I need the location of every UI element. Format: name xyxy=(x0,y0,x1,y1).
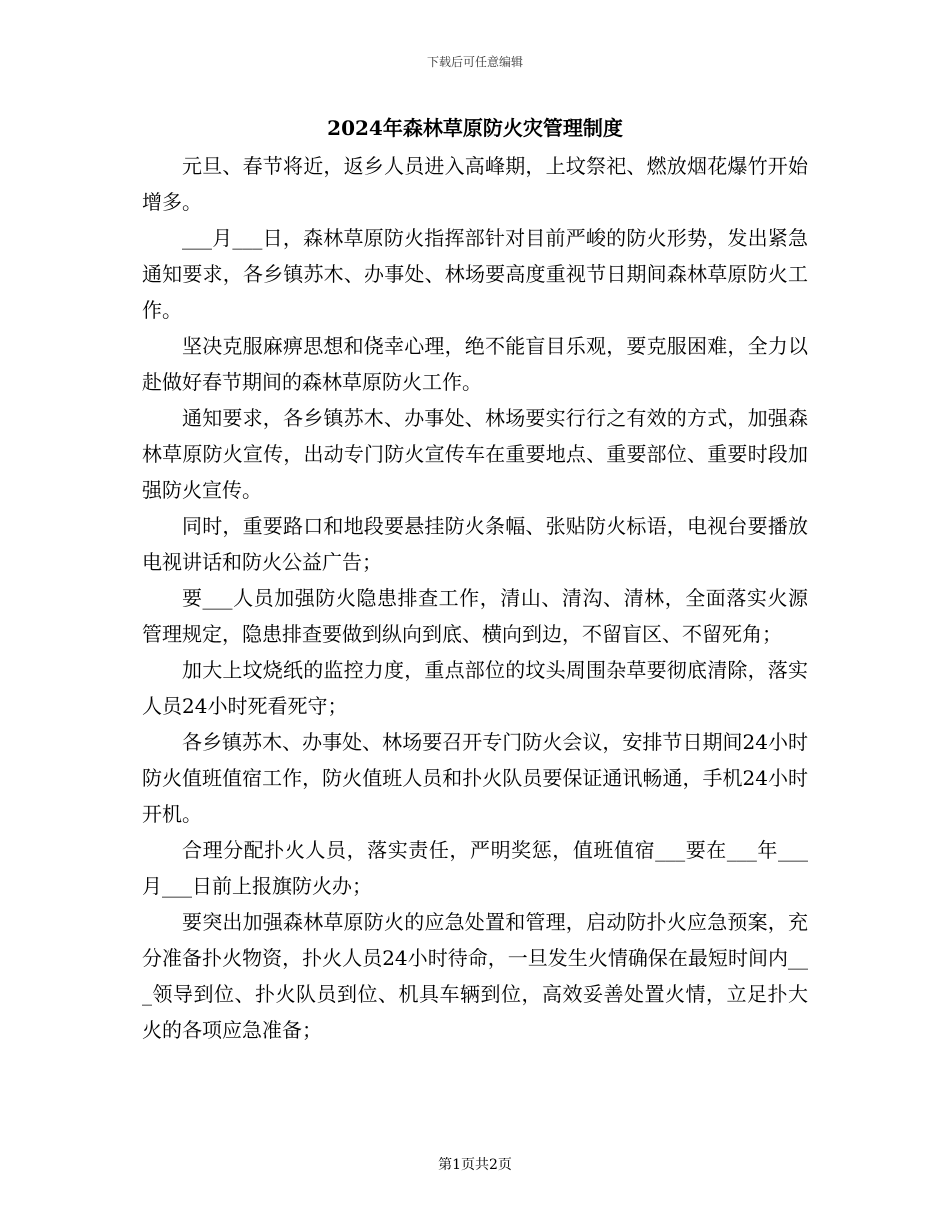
paragraph-9: 合理分配扑火人员，落实责任，严明奖惩，值班值宿___要在___年___月___日前上报旗防火办； xyxy=(142,838,808,898)
paragraph-6: 要___人员加强防火隐患排查工作，清山、清沟、清林，全面落实火源管理规定，隐患排查要做到纵向到底、横向到边，不留盲区、不留死角； xyxy=(142,586,808,646)
page-number: 第1页共2页 xyxy=(438,1157,512,1173)
paragraph-1: 元旦、春节将近，返乡人员进入高峰期，上坟祭祀、燃放烟花爆竹开始增多。 xyxy=(142,154,808,214)
paragraph-3: 坚决克服麻痹思想和侥幸心理，绝不能盲目乐观，要克服困难，全力以赴做好春节期间的森林草原防火工作。 xyxy=(142,334,808,394)
page-header: 下载后可任意编辑 xyxy=(426,55,523,69)
paragraph-10: 要突出加强森林草原防火的应急处置和管理，启动防扑火应急预案，充分准备扑火物资，扑火人员24小时待命，一旦发生火情确保在最短时间内___领导到位、扑火队员到位、机具车辆到位，高效妥善处置火情，立足扑大火的各项应急准备； xyxy=(142,910,808,1042)
paragraph-4: 通知要求，各乡镇苏木、办事处、林场要实行行之有效的方式，加强森林草原防火宣传，出动专门防火宣传车在重要地点、重要部位、重要时段加强防火宣传。 xyxy=(142,406,808,502)
paragraph-8: 各乡镇苏木、办事处、林场要召开专门防火会议，安排节日期间24小时防火值班值宿工作，防火值班人员和扑火队员要保证通讯畅通，手机24小时开机。 xyxy=(142,730,808,826)
document-body xyxy=(142,148,808,1048)
paragraph-5: 同时，重要路口和地段要悬挂防火条幅、张贴防火标语，电视台要播放电视讲话和防火公益广告； xyxy=(142,514,808,574)
paragraph-2: ___月___日，森林草原防火指挥部针对目前严峻的防火形势，发出紧急通知要求，各乡镇苏木、办事处、林场要高度重视节日期间森林草原防火工作。 xyxy=(142,226,808,322)
paragraph-7: 加大上坟烧纸的监控力度，重点部位的坟头周围杂草要彻底清除，落实人员24小时死看死守； xyxy=(142,658,808,718)
document-title: 2024年森林草原防火灾管理制度 xyxy=(327,116,623,140)
